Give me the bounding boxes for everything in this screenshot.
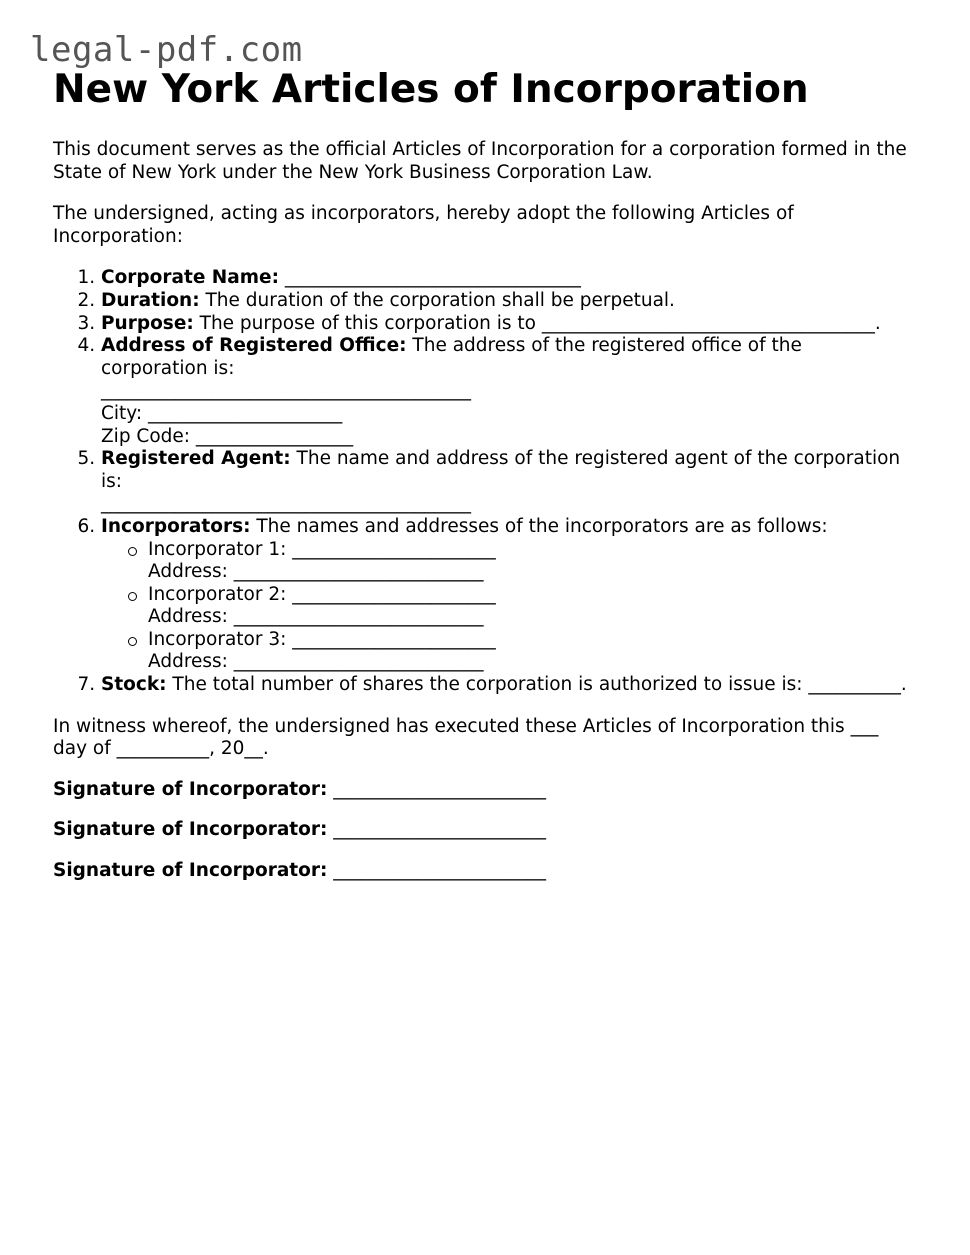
- article-text: The address of the registered office of the corporation is:: [101, 335, 802, 379]
- article-text: The name and address of the registered agent of the corporation is:: [101, 448, 901, 492]
- article-label: Duration:: [101, 289, 200, 311]
- office-address-field[interactable]: ________________________________________: [101, 380, 471, 402]
- incorporator-item: [148, 539, 913, 584]
- article-corporate-name: [101, 267, 913, 290]
- article-text: The duration of the corporation shall be perpetual.: [199, 289, 675, 311]
- signature-field[interactable]: _______________________: [327, 778, 547, 800]
- incorporator-item: [148, 584, 913, 629]
- agent-field[interactable]: ________________________________________: [101, 493, 471, 515]
- incorporator-item: [148, 629, 913, 674]
- signature-label: Signature of Incorporator:: [53, 860, 328, 882]
- stock-field[interactable]: The total number of shares the corporation is authorized to issue is: __________.: [166, 674, 907, 696]
- article-label: Purpose:: [101, 312, 194, 334]
- article-duration: [101, 290, 913, 313]
- adoption-paragraph: The undersigned, acting as incorporators, hereby adopt the following Articles of Incorporation:: [53, 203, 794, 247]
- article-label: Corporate Name:: [101, 267, 279, 289]
- signature-line: [53, 860, 913, 883]
- page-title: New York Articles of Incorporation: [53, 67, 809, 112]
- incorporator-name-field[interactable]: Incorporator 3: ______________________: [148, 628, 496, 650]
- office-zip-field[interactable]: Zip Code: _________________: [101, 425, 354, 447]
- incorporators-list: [101, 539, 913, 675]
- article-registered-office: [101, 335, 913, 448]
- incorporator-address-field[interactable]: Address: ___________________________: [148, 561, 484, 583]
- article-incorporators: [101, 516, 913, 674]
- signature-field[interactable]: _______________________: [327, 860, 547, 882]
- article-purpose: [101, 313, 913, 336]
- signature-label: Signature of Incorporator:: [53, 778, 328, 800]
- purpose-field[interactable]: The purpose of this corporation is to ____________________________________.: [193, 312, 881, 334]
- signature-field[interactable]: _______________________: [327, 819, 547, 841]
- incorporator-name-field[interactable]: Incorporator 1: ______________________: [148, 538, 496, 560]
- witness-paragraph[interactable]: In witness whereof, the undersigned has executed these Articles of Incorporation this ___ day of __________, 20__.: [53, 715, 879, 760]
- office-city-field[interactable]: City: _____________________: [101, 402, 343, 424]
- article-text: The names and addresses of the incorporators are as follows:: [250, 515, 828, 537]
- watermark-logo: legal-pdf.com: [30, 30, 303, 70]
- article-label: Address of Registered Office:: [101, 335, 407, 357]
- signature-label: Signature of Incorporator:: [53, 819, 328, 841]
- intro-paragraph: This document serves as the official Articles of Incorporation for a corporation formed in the State of New York under the New York Business Corporation Law.: [53, 139, 907, 183]
- document-body: [53, 66, 913, 883]
- article-label: Incorporators:: [101, 515, 251, 537]
- corporate-name-field[interactable]: ________________________________: [279, 267, 581, 289]
- articles-list: [53, 267, 913, 696]
- article-label: Registered Agent:: [101, 448, 291, 470]
- article-label: Stock:: [101, 674, 167, 696]
- incorporator-address-field[interactable]: Address: ___________________________: [148, 651, 484, 673]
- signature-line: [53, 779, 913, 802]
- article-registered-agent: [101, 448, 913, 516]
- incorporator-name-field[interactable]: Incorporator 2: ______________________: [148, 583, 496, 605]
- article-stock: [101, 674, 913, 697]
- signature-line: [53, 819, 913, 842]
- incorporator-address-field[interactable]: Address: ___________________________: [148, 606, 484, 628]
